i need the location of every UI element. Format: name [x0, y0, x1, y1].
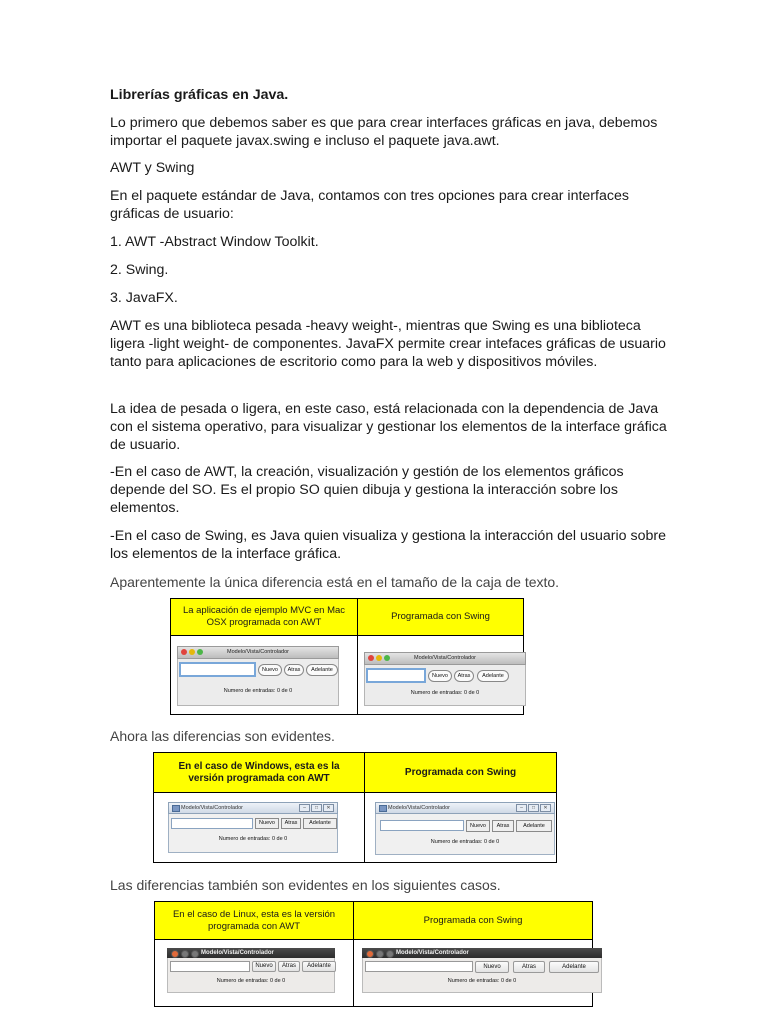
- windows-swing-screenshot: [365, 793, 557, 863]
- status-label: Numero de entradas: 0 de 0: [410, 690, 480, 696]
- maximize-button[interactable]: □: [311, 804, 322, 812]
- app-window: [364, 652, 526, 706]
- atras-button[interactable]: Atras: [454, 670, 474, 682]
- list-item: 1. AWT -Abstract Window Toolkit.: [110, 234, 319, 250]
- table-header-swing: Programada con Swing: [358, 599, 524, 636]
- status-label: Numero de entradas: 0 de 0: [218, 836, 288, 842]
- awt-case-paragraph: -En el caso de AWT, la creación, visualización y gestión de los elementos gráficos depende del SO. Es el propio SO quien dibuja y gestiona la interacción sobre los elementos.: [110, 464, 624, 516]
- text-field[interactable]: [170, 961, 250, 972]
- adelante-button[interactable]: Adelante: [302, 961, 336, 972]
- app-window: [168, 802, 338, 853]
- adelante-button[interactable]: Adelante: [306, 664, 338, 676]
- section-subtitle: AWT y Swing: [110, 160, 195, 176]
- window-title: Modelo/Vista/Controlador: [201, 950, 274, 956]
- app-window: [375, 802, 555, 855]
- window-title: Modelo/Vista/Controlador: [227, 649, 289, 655]
- mac-swing-screenshot: [358, 636, 524, 715]
- window-title: Modelo/Vista/Controlador: [396, 950, 469, 956]
- caption-mac: Aparentemente la única diferencia está en el tamaño de la caja de texto.: [110, 574, 560, 590]
- atras-button[interactable]: Atras: [284, 664, 304, 676]
- minimize-button[interactable]: –: [299, 804, 310, 812]
- windows-comparison-table: [153, 752, 557, 863]
- atras-button[interactable]: Atras: [492, 820, 514, 832]
- maximize-button[interactable]: □: [528, 804, 539, 812]
- app-window: [167, 948, 335, 993]
- window-title: Modelo/Vista/Controlador: [414, 655, 476, 661]
- linux-swing-screenshot: [354, 940, 593, 1007]
- idea-paragraph: La idea de pesada o ligera, en este caso, está relacionada con la dependencia de Java con el sistema operativo, para visualizar y gestionar los elementos de la interface gráfica de usuario.: [110, 401, 667, 453]
- adelante-button[interactable]: Adelante: [549, 961, 599, 973]
- nuevo-button[interactable]: Nuevo: [252, 961, 276, 972]
- mac-comparison-table: [170, 598, 524, 715]
- caption-windows: Ahora las diferencias son evidentes.: [110, 728, 335, 744]
- nuevo-button[interactable]: Nuevo: [466, 820, 490, 832]
- app-icon: [172, 805, 180, 812]
- nuevo-button[interactable]: Nuevo: [428, 670, 452, 682]
- status-label: Numero de entradas: 0 de 0: [216, 978, 286, 984]
- status-label: Numero de entradas: 0 de 0: [223, 688, 293, 694]
- nuevo-button[interactable]: Nuevo: [475, 961, 509, 973]
- nuevo-button[interactable]: Nuevo: [258, 664, 282, 676]
- table-header-swing: Programada con Swing: [354, 902, 593, 940]
- linux-awt-screenshot: [155, 940, 354, 1007]
- status-label: Numero de entradas: 0 de 0: [430, 839, 500, 845]
- list-item: 3. JavaFX.: [110, 290, 178, 306]
- table-header-awt: En el caso de Windows, esta es la versión programada con AWT: [154, 753, 365, 793]
- mac-awt-screenshot: [171, 636, 358, 715]
- close-button[interactable]: ✕: [540, 804, 551, 812]
- list-item: 2. Swing.: [110, 262, 169, 278]
- table-header-swing: Programada con Swing: [365, 753, 557, 793]
- window-title: Modelo/Vista/Controlador: [181, 805, 243, 811]
- table-header-awt: La aplicación de ejemplo MVC en Mac OSX programada con AWT: [171, 599, 358, 636]
- table-header-awt: En el caso de Linux, esta es la versión programada con AWT: [155, 902, 354, 940]
- window-title: Modelo/Vista/Controlador: [388, 805, 450, 811]
- close-button[interactable]: ✕: [323, 804, 334, 812]
- adelante-button[interactable]: Adelante: [477, 670, 509, 682]
- text-field[interactable]: [365, 961, 473, 972]
- text-field[interactable]: [179, 662, 256, 677]
- text-field[interactable]: [171, 818, 253, 829]
- windows-awt-screenshot: [154, 793, 365, 863]
- swing-case-paragraph: -En el caso de Swing, es Java quien visualiza y gestiona la interacción del usuario sobre los elementos de la interface gráfica.: [110, 528, 666, 562]
- adelante-button[interactable]: Adelante: [303, 818, 337, 829]
- linux-comparison-table: [154, 901, 593, 1007]
- awt-paragraph: AWT es una biblioteca pesada -heavy weight-, mientras que Swing es una biblioteca ligera -light weight- de componentes. JavaFX permite crear intefaces gráficas de usuario tanto para aplicaciones de escritorio como para la web y dispositivos móviles.: [110, 318, 666, 370]
- atras-button[interactable]: Atras: [281, 818, 301, 829]
- status-label: Numero de entradas: 0 de 0: [447, 978, 517, 984]
- options-paragraph: En el paquete estándar de Java, contamos con tres opciones para crear interfaces gráficas de usuario:: [110, 188, 629, 222]
- app-icon: [379, 805, 387, 812]
- intro-paragraph: Lo primero que debemos saber es que para crear interfaces gráficas en java, debemos importar el paquete javax.swing e incluso el paquete java.awt.: [110, 115, 658, 149]
- nuevo-button[interactable]: Nuevo: [255, 818, 279, 829]
- text-field[interactable]: [380, 820, 464, 831]
- app-window: [362, 948, 602, 993]
- document-title: Librerías gráficas en Java.: [110, 87, 289, 103]
- minimize-button[interactable]: –: [516, 804, 527, 812]
- atras-button[interactable]: Atras: [513, 961, 545, 973]
- adelante-button[interactable]: Adelante: [516, 820, 552, 832]
- app-window: [177, 646, 339, 706]
- text-field[interactable]: [366, 668, 426, 683]
- caption-linux: Las diferencias también son evidentes en los siguientes casos.: [110, 877, 501, 893]
- atras-button[interactable]: Atras: [278, 961, 300, 972]
